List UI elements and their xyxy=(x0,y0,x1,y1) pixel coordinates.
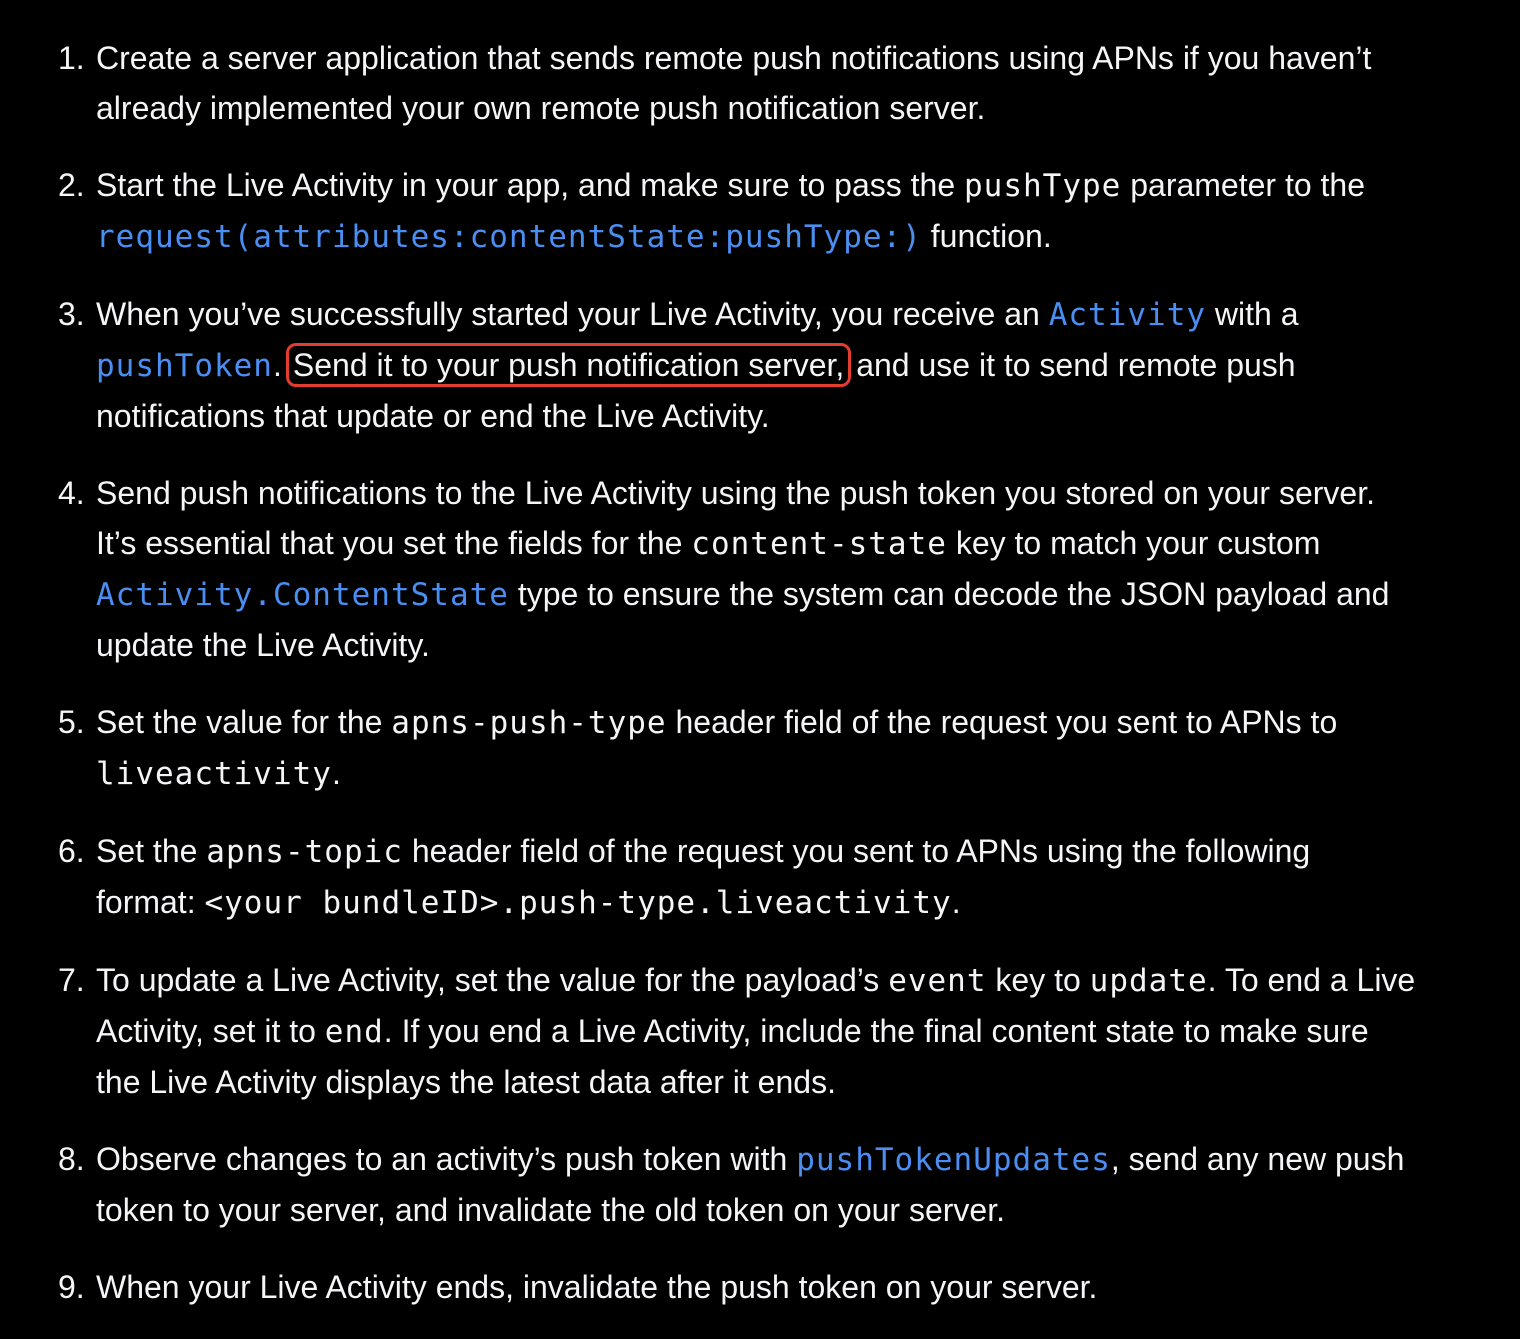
step-text: Start the Live Activity in your app, and make sure to pass the xyxy=(96,167,965,203)
step-text: Create a server application that sends remote push notifications using APNs if you haven’t already implemented your own remote push notification server. xyxy=(96,40,1372,126)
inline-code-content-state: content-state xyxy=(691,526,947,562)
step-number: 9. xyxy=(58,1269,85,1305)
step-text: Set the value for the xyxy=(96,704,392,740)
steps-list xyxy=(58,33,1418,1339)
inline-code-pushtype: pushType xyxy=(964,168,1122,204)
inline-code-topic-format: <your bundleID>.push-type.liveactivity xyxy=(204,885,952,921)
step-number: 4. xyxy=(58,475,85,511)
inline-code-update: update xyxy=(1089,963,1208,999)
inline-code-liveactivity: liveactivity xyxy=(96,756,332,792)
step-text: Set the xyxy=(96,833,207,869)
list-item-step-8 xyxy=(58,1134,1418,1235)
step-text: with a xyxy=(1206,296,1299,332)
list-item-step-7 xyxy=(58,955,1418,1107)
step-text: parameter to the xyxy=(1121,167,1366,203)
step-number: 7. xyxy=(58,962,85,998)
step-text: To update a Live Activity, set the value for the payload’s xyxy=(96,962,889,998)
step-text: function. xyxy=(921,218,1052,254)
step-text: header field of the request you sent to APNs to xyxy=(666,704,1338,740)
step-text: key to xyxy=(986,962,1090,998)
step-number: 6. xyxy=(58,833,85,869)
step-text: header field of the request you sent to APNs using the following format: xyxy=(96,833,1311,920)
step-text: . xyxy=(272,347,282,383)
step-text: . To end a Live Activity, set it to xyxy=(96,962,1416,1049)
step-number: 5. xyxy=(58,704,85,740)
list-item-step-4 xyxy=(58,468,1418,670)
step-number: 2. xyxy=(58,167,85,203)
activity-contentstate-link[interactable]: Activity.ContentState xyxy=(96,577,509,613)
step-number: 1. xyxy=(58,40,85,76)
pushtoken-link[interactable]: pushToken xyxy=(96,348,273,384)
step-text: . xyxy=(331,755,341,791)
step-number: 3. xyxy=(58,296,85,332)
step-text: When your Live Activity ends, invalidate the push token on your server. xyxy=(96,1269,1098,1305)
step-text: and use it to send remote push notifications that update or end the Live Activity. xyxy=(96,347,1296,434)
list-item-step-3 xyxy=(58,289,1418,441)
inline-code-apns-push-type: apns-push-type xyxy=(391,705,667,741)
step-text: When you’ve successfully started your Live Activity, you receive an xyxy=(96,296,1049,332)
step-text: , send any new push token to your server, and invalidate the old token on your server. xyxy=(96,1141,1405,1228)
step-number: 8. xyxy=(58,1141,85,1177)
request-function-link[interactable]: request(attributes:contentState:pushType:) xyxy=(96,219,922,255)
step-text: Observe changes to an activity’s push token with xyxy=(96,1141,797,1177)
list-item-step-6 xyxy=(58,826,1418,928)
step-text: Send push notifications to the Live Activity using the push token you stored on your server. It’s essential that you set the fields for the xyxy=(96,475,1375,561)
step-text: . If you end a Live Activity, include the final content state to make sure the Live Activity displays the latest data after it ends. xyxy=(96,1013,1369,1100)
inline-code-event: event xyxy=(888,963,987,999)
pushtokenupdates-link[interactable]: pushTokenUpdates xyxy=(796,1142,1111,1178)
list-item-step-1 xyxy=(58,33,1418,133)
list-item-step-5 xyxy=(58,697,1418,799)
step-text: . xyxy=(951,884,961,920)
highlighted-text-box: Send it to your push notification server, xyxy=(290,347,847,383)
list-item-step-9 xyxy=(58,1262,1418,1312)
activity-link[interactable]: Activity xyxy=(1048,297,1207,333)
step-text: key to match your custom xyxy=(946,525,1321,561)
inline-code-apns-topic: apns-topic xyxy=(206,834,403,870)
step-text: type to ensure the system can decode the JSON payload and update the Live Activity. xyxy=(96,576,1390,663)
inline-code-end: end xyxy=(324,1014,384,1050)
list-item-step-2 xyxy=(58,160,1418,262)
